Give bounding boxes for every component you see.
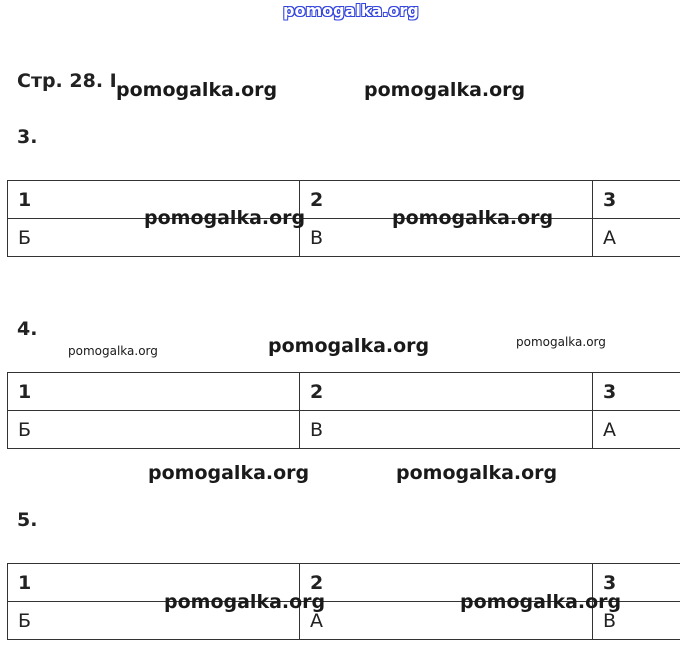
- table-cell: 2: [300, 564, 593, 602]
- site-watermark-header: pomogalka.org: [283, 1, 419, 20]
- table-cell: 2: [300, 181, 593, 219]
- exercise-4-number: 4.: [17, 318, 38, 340]
- table-cell: Б: [8, 602, 300, 640]
- table-cell: А: [593, 411, 680, 449]
- table-cell: 1: [8, 564, 300, 602]
- exercise-3-table: [7, 180, 680, 257]
- site-watermark: pomogalka.org: [164, 591, 326, 613]
- site-watermark: pomogalka.org: [364, 79, 526, 101]
- table-row: [8, 411, 680, 449]
- table-cell: А: [300, 602, 593, 640]
- table-cell: 2: [300, 373, 593, 411]
- exercise-3-number: 3.: [17, 126, 38, 148]
- table-cell: В: [300, 411, 593, 449]
- site-watermark: pomogalka.org: [68, 344, 158, 358]
- site-watermark: pomogalka.org: [396, 462, 558, 484]
- table-cell: 1: [8, 373, 300, 411]
- site-watermark: pomogalka.org: [516, 335, 606, 349]
- table-header-row: [8, 181, 680, 219]
- page-title: Стр. 28. I: [17, 70, 117, 92]
- site-watermark: pomogalka.org: [148, 462, 310, 484]
- table-cell: Б: [8, 411, 300, 449]
- site-watermark: pomogalka.org: [144, 207, 306, 229]
- table-header-row: [8, 373, 680, 411]
- site-watermark: pomogalka.org: [460, 591, 622, 613]
- table-cell: 3: [593, 564, 680, 602]
- site-watermark: pomogalka.org: [268, 335, 430, 357]
- exercise-5-number: 5.: [17, 509, 38, 531]
- site-watermark: pomogalka.org: [116, 79, 278, 101]
- site-watermark: pomogalka.org: [392, 207, 554, 229]
- table-cell: А: [593, 219, 680, 257]
- exercise-4-table: [7, 372, 680, 449]
- table-cell: 3: [593, 181, 680, 219]
- table-cell: 1: [8, 181, 300, 219]
- table-cell: 3: [593, 373, 680, 411]
- table-cell: Б: [8, 219, 300, 257]
- table-cell: В: [300, 219, 593, 257]
- table-row: [8, 219, 680, 257]
- table-cell: В: [593, 602, 680, 640]
